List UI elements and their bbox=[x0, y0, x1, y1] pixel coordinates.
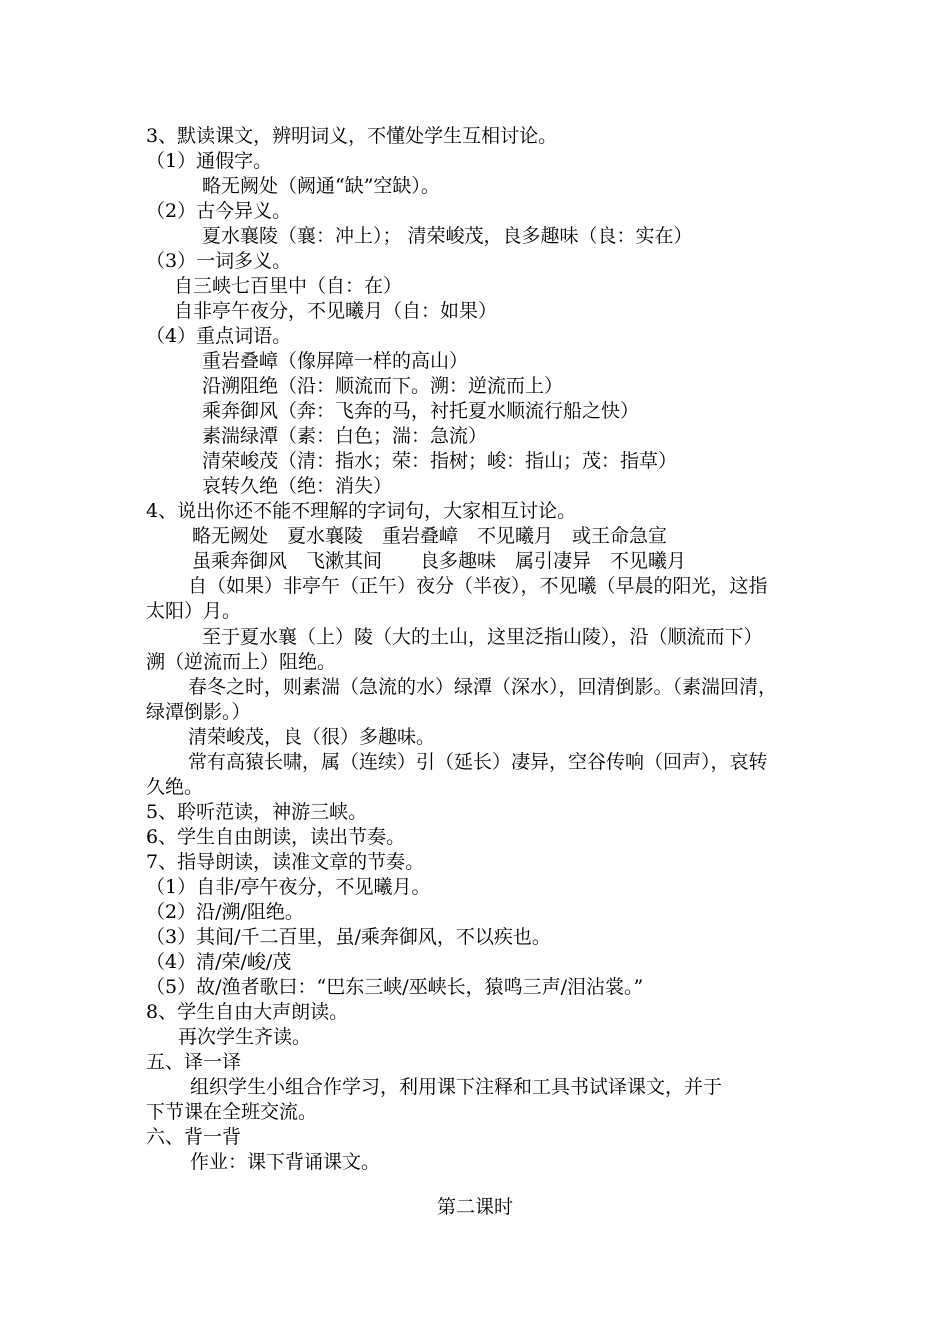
text-line: 清荣峻茂（清：指水；荣：指树；峻：指山；茂：指草） bbox=[202, 450, 678, 472]
text-line: 素湍绿潭（素：白色；湍：急流） bbox=[202, 425, 488, 447]
text-line: 乘奔御风（奔：飞奔的马，衬托夏水顺流行船之快） bbox=[202, 400, 640, 422]
homework-line: 作业：课下背诵课文。 bbox=[190, 1151, 381, 1173]
sub-heading-4: （4）重点词语。 bbox=[146, 325, 292, 347]
lesson-2-heading: 第二课时 bbox=[436, 1196, 513, 1218]
text-line: 哀转久绝（绝：消失） bbox=[202, 475, 393, 497]
step-8-heading: 8、学生自由大声朗读。 bbox=[146, 1001, 349, 1023]
text-line: 春冬之时，则素湍（急流的水）绿潭（深水），回清倒影。（素湍回清， bbox=[188, 676, 778, 698]
text-line: 沿溯阻绝（沿：顺流而下。溯：逆流而上） bbox=[202, 375, 564, 397]
sub-heading-2: （2）古今异义。 bbox=[146, 200, 292, 222]
step-4-heading: 4、说出你还不能不理解的字词句，大家相互讨论。 bbox=[146, 500, 577, 522]
step-5-heading: 5、聆听范读，神游三峡。 bbox=[146, 801, 368, 823]
step-3-heading: 3、默读课文，辨明词义，不懂处学生互相讨论。 bbox=[146, 125, 558, 147]
section-5-heading: 五、译一译 bbox=[146, 1051, 242, 1073]
text-line: 久绝。 bbox=[146, 776, 204, 798]
sub-heading-3: （3）一词多义。 bbox=[146, 250, 292, 272]
text-line: （5）故/渔者歌曰：“巴东三峡/巫峡长，猿鸣三声/泪沾裳。” bbox=[146, 976, 644, 998]
text-line: 绿潭倒影。） bbox=[146, 701, 251, 723]
text-line: 至于夏水襄（上）陵（大的土山，这里泛指山陵），沿（顺流而下） bbox=[202, 626, 763, 648]
text-line: （1）自非/亭午夜分，不见曦月。 bbox=[146, 876, 431, 898]
text-line: 清荣峻茂，良（很）多趣味。 bbox=[188, 726, 436, 748]
text-line: 自非亭午夜分，不见曦月（自：如果） bbox=[174, 300, 498, 322]
text-line: 溯（逆流而上）阻绝。 bbox=[146, 651, 337, 673]
text-line: 虽乘奔御风 飞漱其间 良多趣味 属引凄异 不见曦月 bbox=[192, 550, 687, 572]
text-line: 略无阙处 夏水襄陵 重岩叠嶂 不见曦月 或王命急宣 bbox=[192, 525, 668, 547]
step-7-heading: 7、指导朗读，读准文章的节奏。 bbox=[146, 851, 425, 873]
text-line: 自三峡七百里中（自：在） bbox=[174, 275, 403, 297]
text-line: 常有高猿长啸，属（连续）引（延长）凄异，空谷传响（回声），哀转 bbox=[188, 751, 768, 773]
sub-heading-1: （1）通假字。 bbox=[146, 150, 273, 172]
text-line: 重岩叠嶂（像屏障一样的高山） bbox=[202, 350, 469, 372]
text-line: 下节课在全班交流。 bbox=[146, 1101, 318, 1123]
text-line: 夏水襄陵（襄：冲上）； 清荣峻茂，良多趣味（良：实在） bbox=[202, 225, 693, 247]
text-line: 太阳）月。 bbox=[146, 600, 242, 622]
text-line: （2）沿/溯/阻绝。 bbox=[146, 901, 304, 923]
text-line: 再次学生齐读。 bbox=[178, 1026, 312, 1048]
text-line: 自（如果）非亭午（正午）夜分（半夜），不见曦（早晨的阳光，这指 bbox=[188, 575, 768, 597]
section-6-heading: 六、背一背 bbox=[146, 1126, 242, 1148]
text-line: （3）其间/千二百里，虽/乘奔御风，不以疾也。 bbox=[146, 926, 551, 948]
step-6-heading: 6、学生自由朗读，读出节奏。 bbox=[146, 826, 406, 848]
text-line: （4）清/荣/峻/茂 bbox=[146, 951, 292, 973]
text-line: 略无阙处（阙通“缺”空缺）。 bbox=[202, 175, 440, 197]
text-line: 组织学生小组合作学习，利用课下注释和工具书试译课文，并于 bbox=[190, 1076, 723, 1098]
